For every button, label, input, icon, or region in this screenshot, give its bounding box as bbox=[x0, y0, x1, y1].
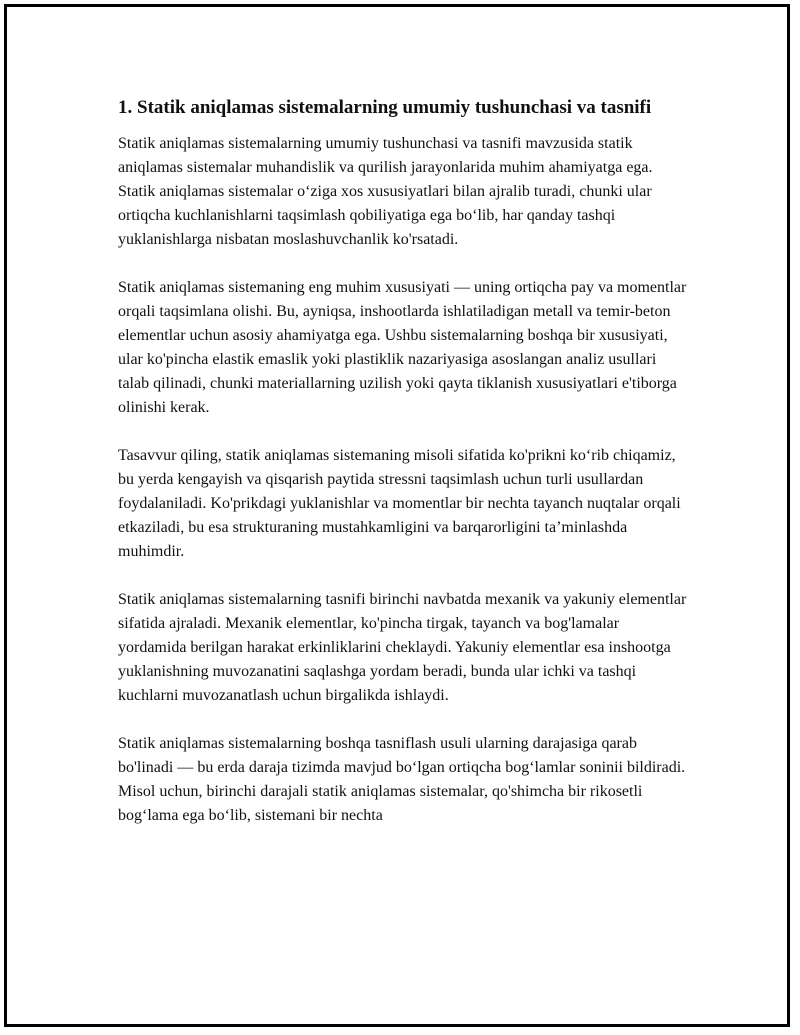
paragraph: Statik aniqlamas sistemalarning umumiy tushunchasi va tasnifi mavzusida statik aniqlamas sistemalar muhandislik va qurilish jarayonlarida muhim ahamiyatga ega. Statik aniqlamas sistemalar o‘ziga xos xususiyatlari bilan ajralib turadi, chunki ular ortiqcha kuchlanishlarni taqsimlash qobiliyatiga ega bo‘lib, har qanday tashqi yuklanishlarga nisbatan moslashuvchanlik ko'rsatadi. bbox=[118, 135, 653, 248]
document-body bbox=[118, 94, 688, 852]
section-heading: 1. Statik aniqlamas sistemalarning umumiy tushunchasi va tasnifi bbox=[118, 97, 652, 118]
paragraph: Statik aniqlamas sistemalarning tasnifi birinchi navbatda mexanik va yakuniy elementlar sifatida ajraladi. Mexanik elementlar, ko'pincha tirgak, tayanch va bog'lamalar yordamida berilgan harakat erkinliklarini cheklaydi. Yakuniy elementlar esa inshootga yuklanishning muvozanatini saqlashga yordam beradi, bunda ular ichki va tashqi kuchlarni muvozanatlash uchun birgalikda ishlaydi. bbox=[118, 591, 687, 704]
paragraph: Statik aniqlamas sistemaning eng muhim xususiyati — uning ortiqcha pay va momentlar orqali taqsimlana olishi. Bu, ayniqsa, inshootlarda ishlatiladigan metall va temir-beton elementlar uchun asosiy ahamiyatga ega. Ushbu sistemalarning boshqa bir xususiyati, ular ko'pincha elastik emaslik yoki plastiklik nazariyasiga asoslangan analiz usullari talab qilinadi, chunki materiallarning uzilish yoki qayta tiklanish xususiyatlari e'tiborga olinishi kerak. bbox=[118, 279, 687, 416]
paragraph: Statik aniqlamas sistemalarning boshqa tasniflash usuli ularning darajasiga qarab bo'linadi — bu erda daraja tizimda mavjud bo‘lgan ortiqcha bog‘lamlar soninii bildiradi. Misol uchun, birinchi darajali statik aniqlamas sistemalar, qo'shimcha bir rikosetli bog‘lama ega bo‘lib, sistemani bir nechta bbox=[118, 735, 686, 824]
paragraph: Tasavvur qiling, statik aniqlamas sistemaning misoli sifatida ko'prikni ko‘rib chiqamiz, bu yerda kengayish va qisqarish paytida stressni taqsimlash uchun turli usullardan foydalaniladi. Ko'prikdagi yuklanishlar va momentlar bir nechta tayanch nuqtalar orqali etkaziladi, bu esa strukturaning mustahkamligini va barqarorligini ta’minlashda muhimdir. bbox=[118, 447, 681, 560]
